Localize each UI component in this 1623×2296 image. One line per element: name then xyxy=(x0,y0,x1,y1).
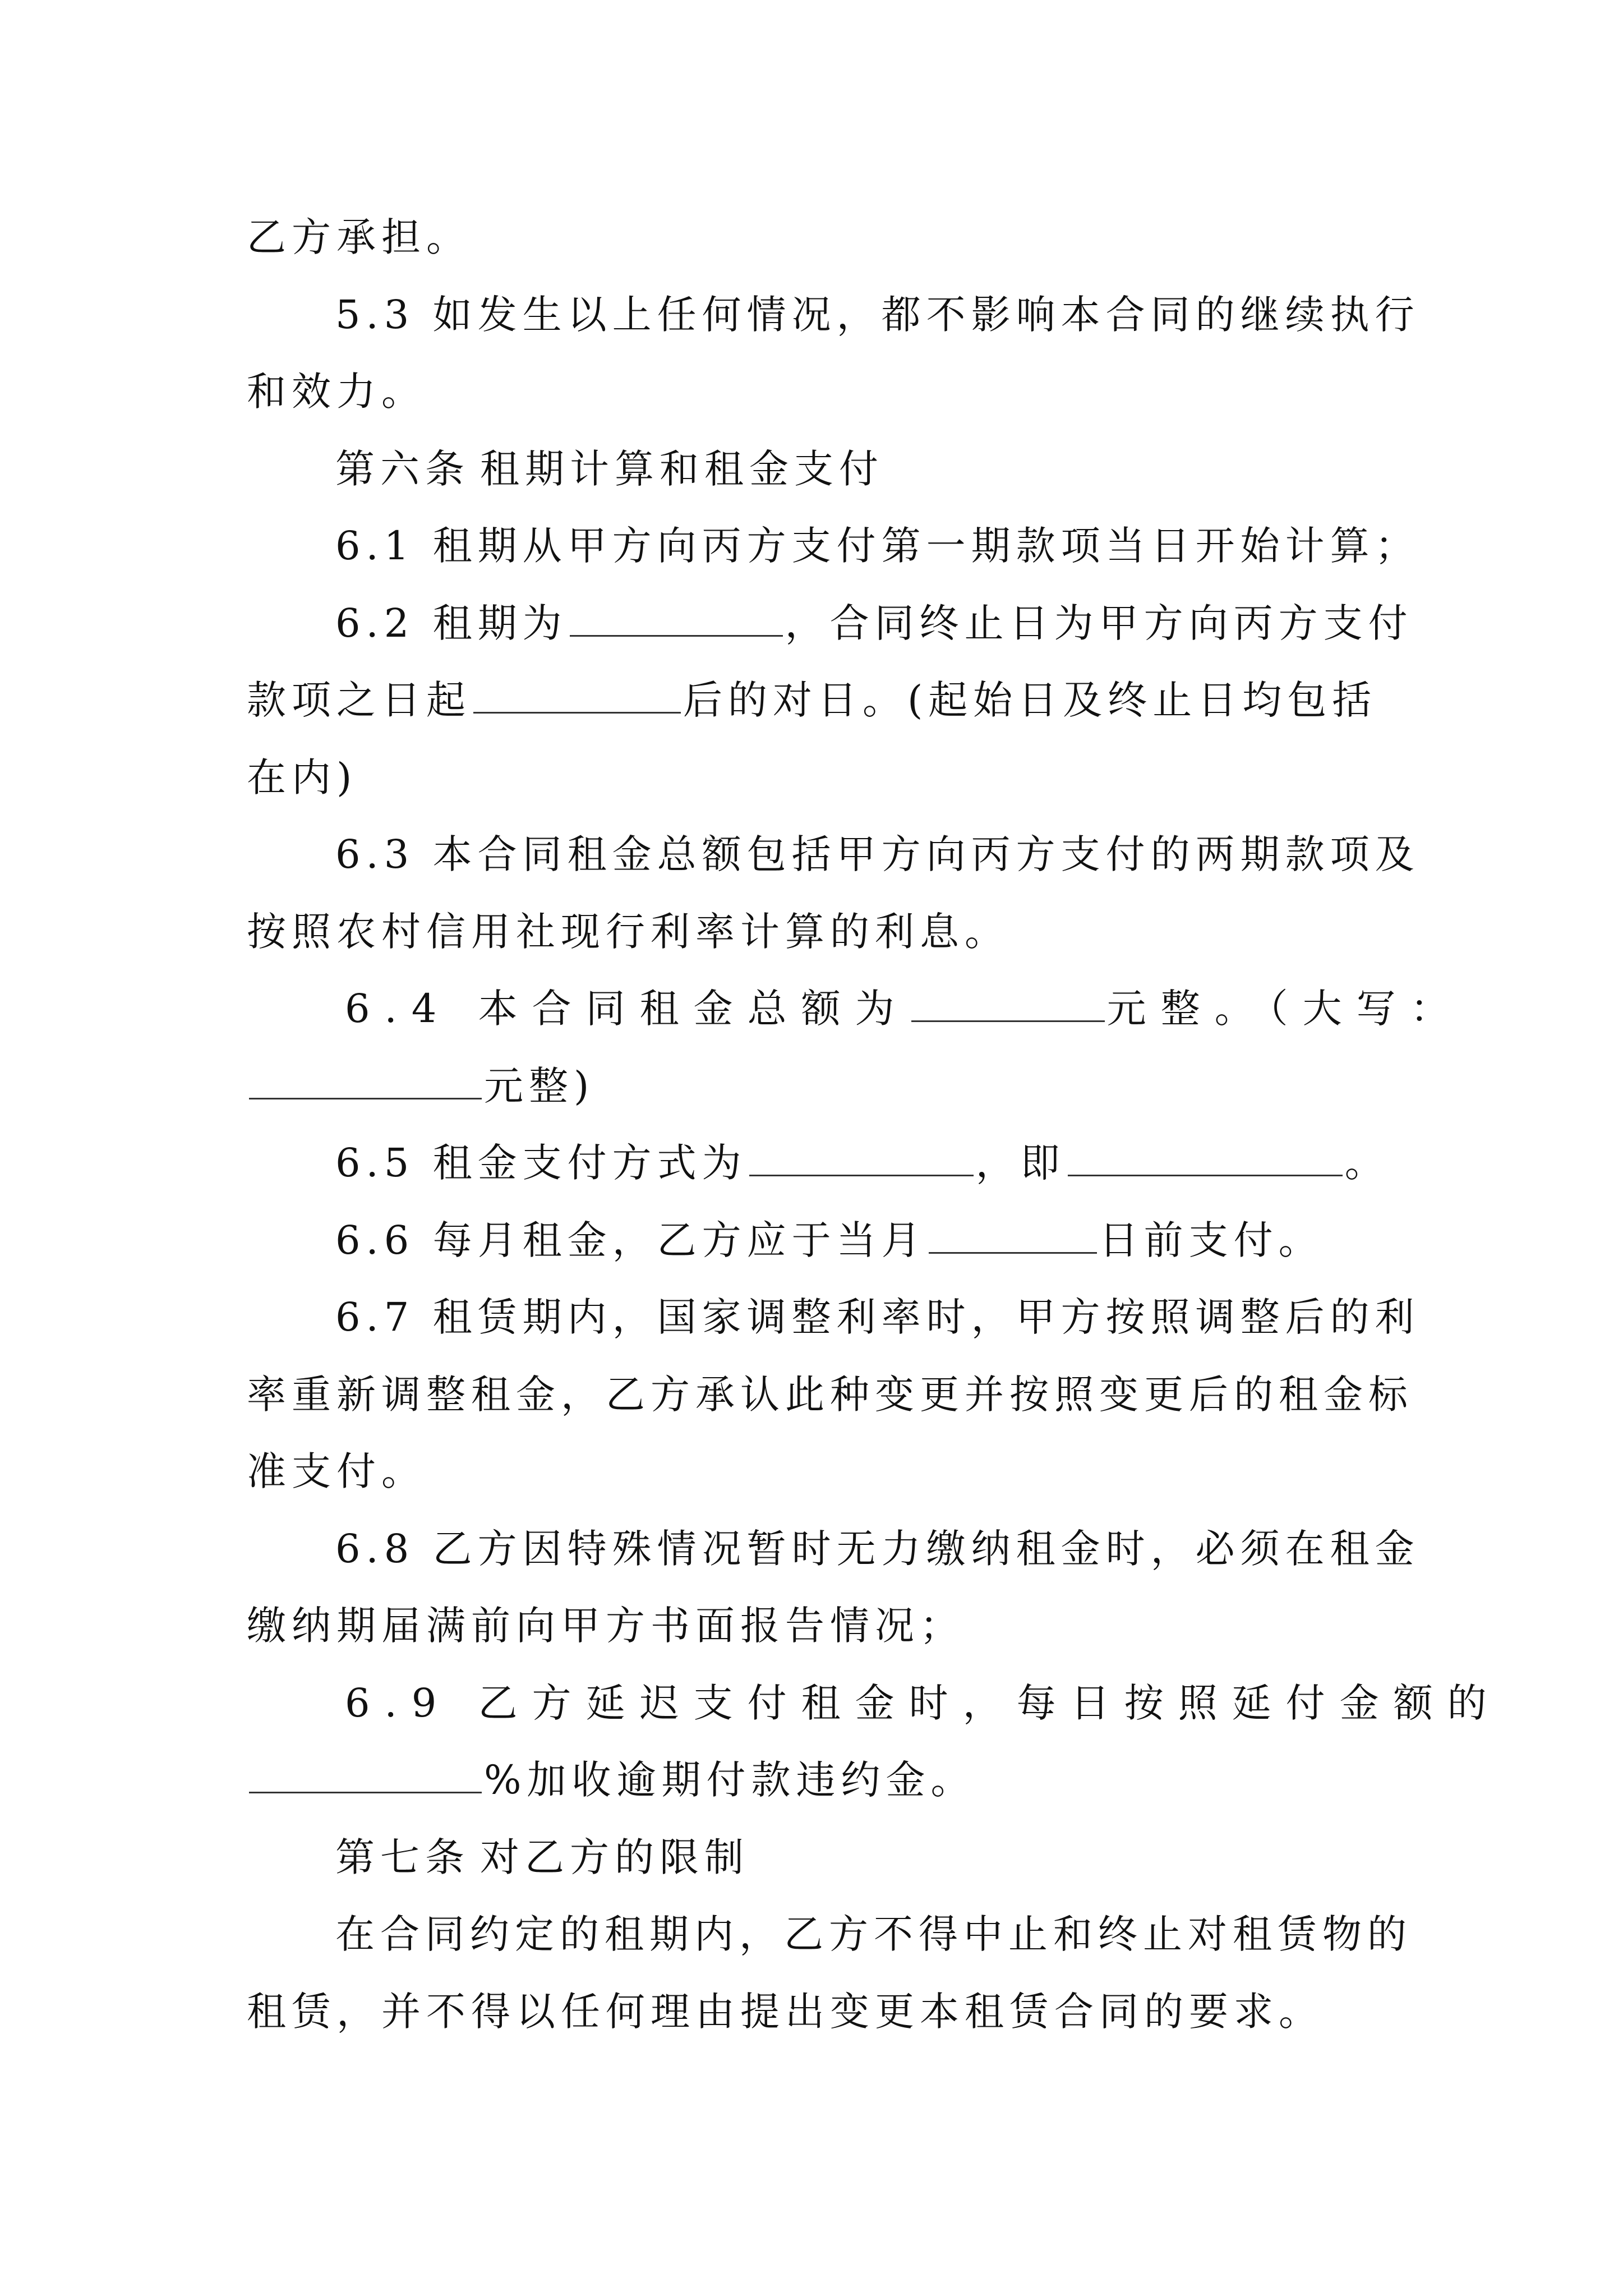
payment-detail-blank[interactable] xyxy=(1068,1144,1343,1176)
article-number: 第六条 xyxy=(335,445,470,492)
penalty-rate-blank[interactable] xyxy=(249,1761,482,1793)
paragraph-line: 在内) xyxy=(247,754,358,800)
term-end-blank[interactable] xyxy=(473,682,681,714)
clause-6-5: 6.5 租金支付方式为 ，即 。 xyxy=(335,1140,1390,1186)
clause-6-1: 6.1 租期从甲方向丙方支付第一期款项当日开始计算； xyxy=(335,523,1420,569)
article-7-heading xyxy=(247,1819,1402,1897)
clause-5-3: 5.3 如发生以上任何情况，都不影响本合同的继续执行 xyxy=(335,291,1420,338)
article-7-text: 在合同约定的租期内，乙方不得中止和终止对租赁物的 xyxy=(335,1911,1412,1957)
paragraph-line: 缴纳期届满前向甲方书面报告情况； xyxy=(247,1603,965,1649)
paragraph-line: 按照农村信用社现行利率计算的利息。 xyxy=(247,908,1009,955)
article-title: 对乙方的限制 xyxy=(480,1834,749,1880)
paragraph-line: 乙方承担。 xyxy=(247,214,471,260)
article-title: 租期计算和租金支付 xyxy=(480,445,884,492)
payment-method-blank[interactable] xyxy=(749,1144,974,1176)
clause-6-3: 6.3 本合同租金总额包括甲方向丙方支付的两期款项及 xyxy=(335,831,1420,877)
paragraph-line: %加收逾期付款违约金。 xyxy=(247,1742,1402,1819)
paragraph-line: 元整) xyxy=(247,1048,1402,1125)
contract-body xyxy=(247,199,1501,2050)
paragraph-line: 准支付。 xyxy=(247,1448,426,1494)
payment-day-blank[interactable] xyxy=(929,1222,1097,1254)
clause-6-9: 6.9 乙方延迟支付租金时，每日按照延付金额的 xyxy=(345,1680,1501,1726)
article-6-heading xyxy=(247,431,1402,508)
paragraph-line: 租赁，并不得以任何理由提出变更本租赁合同的要求。 xyxy=(247,1988,1324,2035)
clause-6-2: 6.2 租期为 ，合同终止日为甲方向丙方支付 xyxy=(335,600,1413,646)
total-rent-blank[interactable] xyxy=(911,990,1105,1022)
paragraph-line: 款项之日起 后的对日。(起始日及终止日均包括 xyxy=(247,677,1377,723)
clause-6-8: 6.8 乙方因特殊情况暂时无力缴纳租金时，必须在租金 xyxy=(335,1525,1420,1572)
clause-6-6: 6.6 每月租金，乙方应于当月 日前支付。 xyxy=(335,1217,1324,1263)
paragraph-line: 率重新调整租金，乙方承认此种变更并按照变更后的租金标 xyxy=(247,1371,1413,1418)
clause-6-4: 6.4 本合同租金总额为 元整。（大写： xyxy=(345,986,1464,1032)
lease-term-blank[interactable] xyxy=(570,605,783,637)
clause-6-7: 6.7 租赁期内，国家调整利率时，甲方按照调整后的利 xyxy=(335,1294,1420,1340)
total-rent-uppercase-blank[interactable] xyxy=(249,1068,482,1099)
paragraph-line: 和效力。 xyxy=(247,369,426,415)
article-number: 第七条 xyxy=(335,1834,470,1880)
